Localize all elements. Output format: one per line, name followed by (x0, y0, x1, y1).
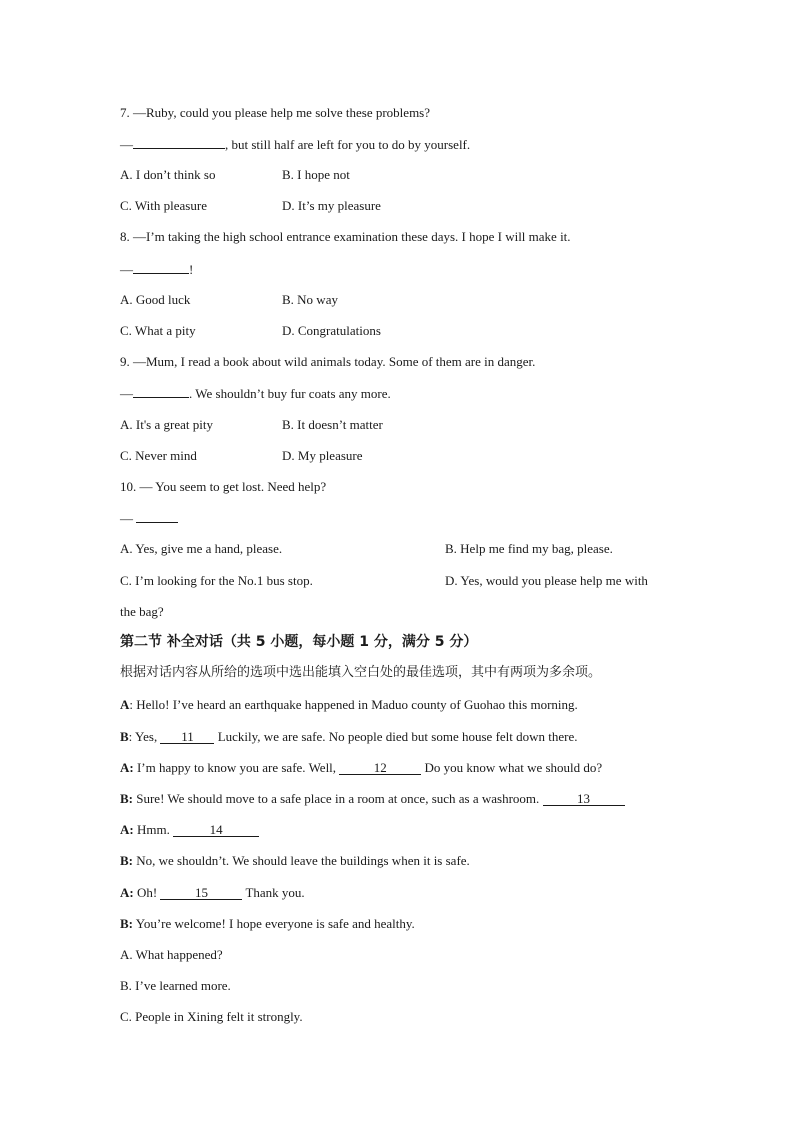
answer-blank-15[interactable]: 15 (160, 886, 242, 900)
answer-blank-13[interactable]: 13 (543, 792, 625, 806)
answer-blank-14[interactable]: 14 (173, 823, 259, 837)
speaker-label: A: (120, 822, 134, 837)
speaker-label: B: (120, 791, 133, 806)
answer-blank[interactable] (136, 510, 178, 523)
dialogue-line-3: A: I’m happy to know you are safe. Well, 12 Do you know what we should do? (120, 760, 603, 775)
question-10-reply: — (120, 510, 178, 527)
section-heading: 第二节 补全对话（共 5 小题，每小题 1 分，满分 5 分） (120, 634, 478, 650)
dialogue-line-2: B: Yes, 11 Luckily, we are safe. No people died but some house felt down there. (120, 729, 578, 744)
question-7-option-c[interactable]: C. With pleasure (120, 198, 207, 213)
question-9-option-a[interactable]: A. It's a great pity (120, 417, 213, 432)
answer-blank-12[interactable]: 12 (339, 761, 421, 775)
question-8-option-a[interactable]: A. Good luck (120, 292, 191, 307)
speaker-label: A: (120, 760, 134, 775)
question-8-option-c[interactable]: C. What a pity (120, 323, 196, 338)
answer-blank[interactable] (133, 261, 189, 274)
speaker-label: B: (120, 853, 133, 868)
question-10-option-d[interactable]: D. Yes, would you please help me with (445, 573, 648, 588)
dialogue-line-7: A: Oh! 15 Thank you. (120, 885, 305, 900)
dialogue-line-4: B: Sure! We should move to a safe place in a room at once, such as a washroom. 13 (120, 791, 625, 807)
speaker-label: A: (120, 885, 134, 900)
question-10-option-a[interactable]: A. Yes, give me a hand, please. (120, 541, 283, 556)
speaker-label: A (120, 697, 130, 712)
question-8-stem: 8. —I’m taking the high school entrance examination these days. I hope I will make it. (120, 229, 571, 244)
dialogue-line-5: A: Hmm. 14 (120, 822, 259, 838)
choice-b[interactable]: B. I’ve learned more. (120, 978, 231, 993)
question-8-reply: — ! (120, 262, 194, 277)
question-7-stem: 7. —Ruby, could you please help me solve these problems? (120, 105, 431, 120)
question-7-reply: — , but still half are left for you to do by yourself. (120, 137, 471, 152)
answer-blank-11[interactable]: 11 (160, 730, 214, 744)
answer-blank[interactable] (133, 385, 189, 398)
dialogue-line-8: B: You’re welcome! I hope everyone is safe and healthy. (120, 916, 415, 931)
choice-c[interactable]: C. People in Xining felt it strongly. (120, 1009, 303, 1024)
question-10-option-c[interactable]: C. I’m looking for the No.1 bus stop. (120, 573, 313, 588)
question-9-option-b[interactable]: B. It doesn’t matter (282, 417, 383, 432)
question-10-stem: 10. — You seem to get lost. Need help? (120, 479, 327, 494)
section-instruction: 根据对话内容从所给的选项中选出能填入空白处的最佳选项，其中有两项为多余项。 (120, 665, 602, 680)
question-10-option-b[interactable]: B. Help me find my bag, please. (445, 541, 613, 556)
question-10-option-d-continued[interactable]: the bag? (120, 604, 164, 619)
dialogue-line-1: A: Hello! I’ve heard an earthquake happened in Maduo county of Guohao this morning. (120, 697, 578, 712)
question-9-reply: — . We shouldn’t buy fur coats any more. (120, 386, 391, 401)
question-9-option-c[interactable]: C. Never mind (120, 448, 197, 463)
question-9-option-d[interactable]: D. My pleasure (282, 448, 363, 463)
choice-a[interactable]: A. What happened? (120, 947, 223, 962)
question-7-option-b[interactable]: B. I hope not (282, 167, 350, 182)
speaker-label: B: (120, 916, 133, 931)
answer-blank[interactable] (133, 136, 225, 149)
question-9-stem: 9. —Mum, I read a book about wild animals today. Some of them are in danger. (120, 354, 536, 369)
question-8-option-b[interactable]: B. No way (282, 292, 338, 307)
question-7-option-a[interactable]: A. I don’t think so (120, 167, 216, 182)
dialogue-line-6: B: No, we shouldn’t. We should leave the buildings when it is safe. (120, 853, 470, 868)
question-7-option-d[interactable]: D. It’s my pleasure (282, 198, 381, 213)
question-8-option-d[interactable]: D. Congratulations (282, 323, 381, 338)
speaker-label: B (120, 729, 129, 744)
